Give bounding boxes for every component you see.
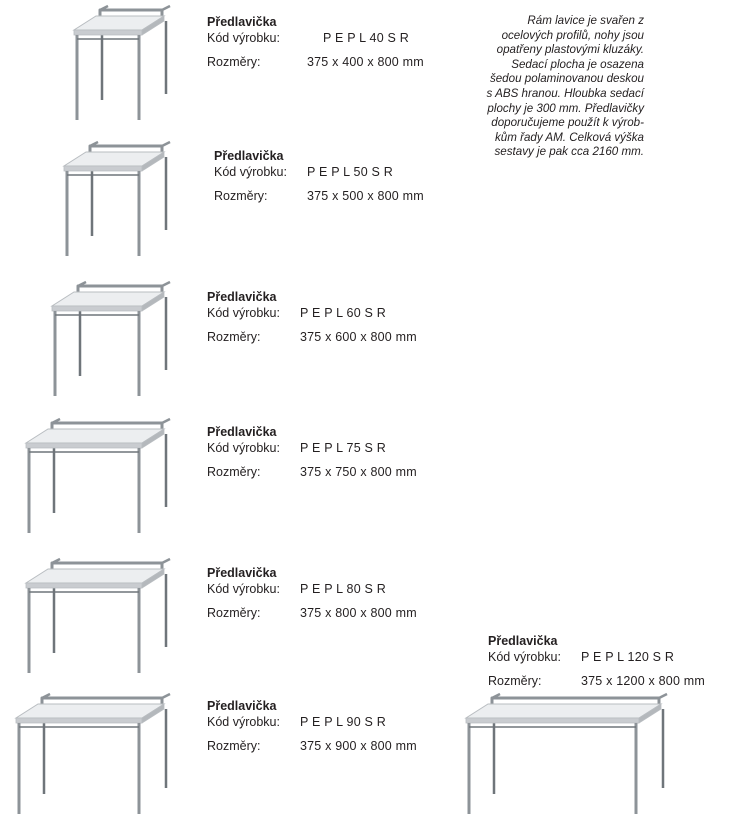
product-title: Předlavička	[207, 15, 277, 29]
code-label: Kód výrobku:	[214, 165, 287, 179]
product-90	[207, 698, 417, 755]
description-line: plochy je 300 mm. Předlavičky	[487, 101, 644, 115]
product-50	[214, 148, 424, 205]
code-label: Kód výrobku:	[207, 582, 280, 596]
code-label: Kód výrobku:	[207, 441, 280, 455]
bench-image-40	[70, 12, 170, 124]
dims-label: Rozměry:	[207, 465, 261, 479]
product-dims: 375 x 500 x 800 mm	[307, 189, 424, 203]
bench-icon	[12, 700, 170, 818]
product-code: P E P L 80 S R	[300, 582, 386, 596]
bench-image-120	[462, 700, 667, 818]
bench-image-80	[22, 565, 170, 677]
product-dims: 375 x 750 x 800 mm	[300, 465, 417, 479]
description-line: doporučujeme použít k výrob-	[491, 116, 644, 130]
product-code: P E P L 60 S R	[300, 306, 386, 320]
bench-icon	[48, 288, 170, 400]
description-line: ocelových profilů, nohy jsou	[501, 28, 644, 42]
product-title: Předlavička	[207, 290, 277, 304]
bench-icon	[22, 565, 170, 677]
product-80	[207, 565, 417, 622]
product-title: Předlavička	[207, 566, 277, 580]
bench-seat	[74, 16, 164, 35]
product-code: P E P L 40 S R	[323, 31, 409, 45]
product-dims: 375 x 1200 x 800 mm	[581, 674, 706, 688]
product-title: Předlavička	[207, 699, 277, 713]
product-dims: 375 x 800 x 800 mm	[300, 606, 417, 620]
bench-image-75	[22, 425, 170, 537]
product-title: Předlavička	[488, 634, 558, 648]
bench-icon	[22, 425, 170, 537]
code-label: Kód výrobku:	[207, 306, 280, 320]
bench-frame-front	[67, 171, 139, 256]
bench-image-60	[48, 288, 170, 400]
product-code: P E P L 75 S R	[300, 441, 386, 455]
product-title: Předlavička	[207, 425, 277, 439]
bench-frame-front	[29, 588, 139, 673]
product-75	[207, 424, 417, 481]
bench-frame-front	[19, 723, 139, 814]
bench-seat	[26, 429, 164, 448]
dims-label: Rozměry:	[214, 189, 268, 203]
product-code: P E P L 120 S R	[581, 650, 675, 664]
bench-frame-front	[29, 448, 139, 533]
description-line: Rám lavice je svařen z	[527, 14, 644, 27]
product-60	[207, 289, 417, 346]
description-line: kům řady AM. Celková výška	[494, 130, 644, 144]
bench-seat	[16, 704, 164, 723]
code-label: Kód výrobku:	[207, 715, 280, 729]
bench-seat	[26, 569, 164, 588]
dims-label: Rozměry:	[488, 674, 542, 688]
description-line: opatřeny plastovými kluzáky.	[496, 43, 644, 57]
dims-label: Rozměry:	[207, 606, 261, 620]
description-line: šedou polaminovanou deskou	[489, 72, 644, 86]
product-code: P E P L 50 S R	[307, 165, 393, 179]
dims-label: Rozměry:	[207, 330, 261, 344]
description-line: sestavy je pak cca 2160 mm.	[494, 145, 644, 159]
product-dims: 375 x 400 x 800 mm	[307, 55, 424, 69]
bench-icon	[70, 12, 170, 124]
product-code: P E P L 90 S R	[300, 715, 386, 729]
bench-frame-front	[55, 311, 139, 396]
product-120	[488, 633, 705, 690]
bench-image-50	[60, 148, 170, 260]
product-description	[452, 14, 644, 160]
code-label: Kód výrobku:	[207, 31, 280, 45]
bench-image-90	[12, 700, 170, 818]
product-dims: 375 x 900 x 800 mm	[300, 739, 417, 753]
bench-icon	[60, 148, 170, 260]
bench-seat	[466, 704, 661, 723]
product-40	[207, 14, 424, 71]
product-title: Předlavička	[214, 149, 284, 163]
product-dims: 375 x 600 x 800 mm	[300, 330, 417, 344]
bench-frame-front	[77, 35, 139, 120]
description-line: s ABS hranou. Hloubka sedací	[486, 86, 644, 100]
description-line: Sedací plocha je osazena	[511, 57, 644, 71]
dims-label: Rozměry:	[207, 55, 261, 69]
code-label: Kód výrobku:	[488, 650, 561, 664]
bench-seat	[52, 292, 164, 311]
bench-icon	[462, 700, 667, 818]
bench-seat	[64, 152, 164, 171]
dims-label: Rozměry:	[207, 739, 261, 753]
